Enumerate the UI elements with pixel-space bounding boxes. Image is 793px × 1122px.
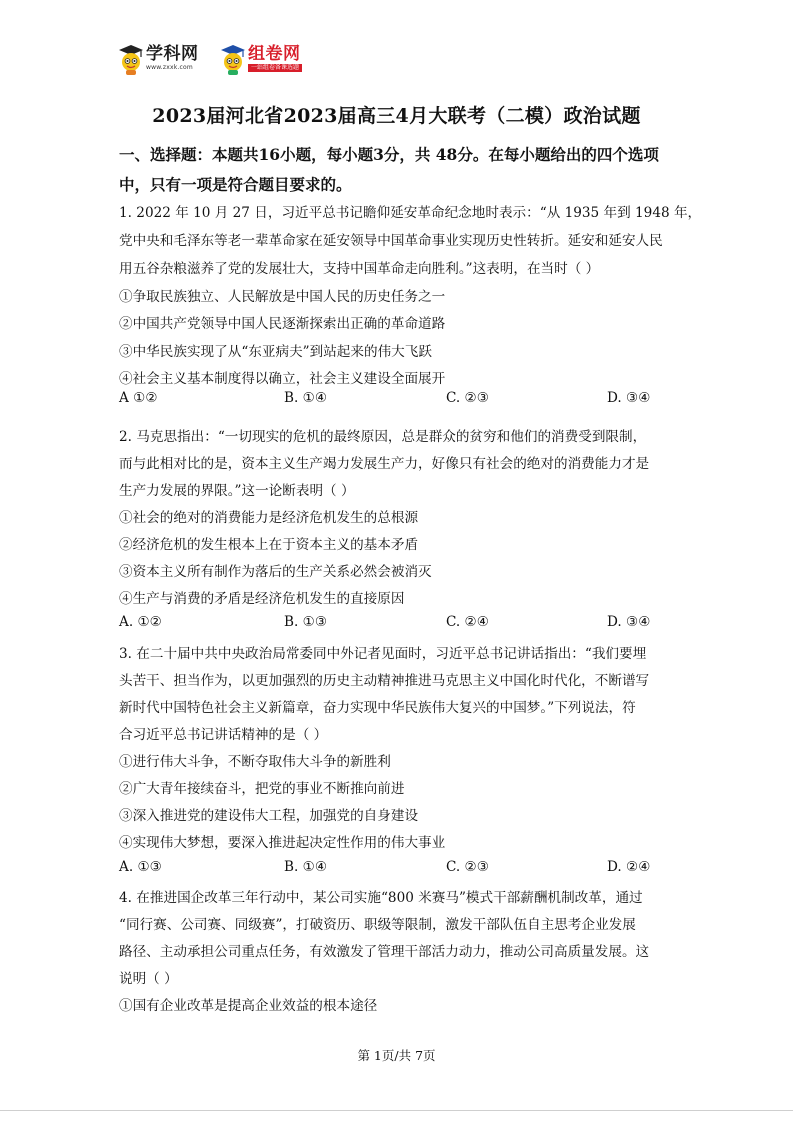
option-d: D. ②④ <box>607 859 651 875</box>
question-stem-line: 合习近平总书记讲话精神的是（ ） <box>119 727 328 743</box>
question-stem-line: 头苦干、担当作为，以更加强烈的历史主动精神推进马克思主义中国化时代化，不断谱写 <box>119 673 650 689</box>
section-heading: 一、选择题：本题共16小题，每小题3分，共 48分。在每小题给出的四个选项中，只有一项是符合题目要求的。 <box>119 145 659 194</box>
question-stem-line: 3. 在二十届中共中央政治局常委同中外记者见面时，习近平总书记讲话指出：“我们要埋 <box>119 646 647 662</box>
question-stem-line: 生产力发展的界限。”这一论断表明（ ） <box>119 483 355 499</box>
question-stem-line: 1. 2022 年 10 月 27 日，习近平总书记瞻仰延安革命纪念地时表示：“从 1935 年到 1948 年， <box>119 205 702 221</box>
zujuan-logo <box>220 44 302 76</box>
statement-item: ②广大青年接续奋斗，把党的事业不断推向前进 <box>119 781 405 797</box>
xkw-logo <box>118 44 199 76</box>
option-b: B. ①③ <box>284 614 328 630</box>
statement-item: ③资本主义所有制作为落后的生产关系必然会被消灭 <box>119 564 432 580</box>
statement-item: ③深入推进党的建设伟大工程，加强党的自身建设 <box>119 808 419 824</box>
question-stem-line: 2. 马克思指出：“一切现实的危机的最终原因，总是群众的贫穷和他们的消费受到限制， <box>119 429 647 445</box>
option-c: C. ②③ <box>446 859 489 875</box>
option-a: A. ①② <box>119 614 162 630</box>
question-stem-line: 4. 在推进国企改革三年行动中，某公司实施“800 米赛马”模式干部薪酬机制改革，通过 <box>119 890 643 906</box>
question-stem-line: “同行赛、公司赛、同级赛”，打破资历、职级等限制，激发干部队伍自主思考企业发展 <box>119 917 636 933</box>
xkw-logo-name: 学科网 <box>146 44 199 64</box>
statement-item: ④生产与消费的矛盾是经济危机发生的直接原因 <box>119 591 405 607</box>
option-a: A. ①③ <box>119 859 162 875</box>
option-a: A ①② <box>119 390 158 406</box>
exam-title: 2023届河北省2023届高三4月大联考（二模）政治试题 <box>152 105 641 127</box>
option-b: B. ①④ <box>284 390 328 406</box>
scholar-mascot-icon <box>118 44 144 76</box>
question-stem-line: 党中央和毛泽东等老一辈革命家在延安领导中国革命事业实现历史性转折。延安和延安人民 <box>119 233 663 249</box>
option-b: B. ①④ <box>284 859 328 875</box>
statement-item: ③中华民族实现了从“东亚病夫”到站起来的伟大飞跃 <box>119 344 432 360</box>
option-c: C. ②③ <box>446 390 489 406</box>
statement-item: ④社会主义基本制度得以确立，社会主义建设全面展开 <box>119 371 446 387</box>
option-d: D. ③④ <box>607 390 651 406</box>
zujuan-logo-slogan: 一站组卷备课选题 <box>248 64 302 72</box>
statement-item: ①争取民族独立、人民解放是中国人民的历史任务之一 <box>119 289 446 305</box>
option-c: C. ②④ <box>446 614 489 630</box>
question-stem-line: 路径、主动承担公司重点任务，有效激发了管理干部活力动力，推动公司高质量发展。这 <box>119 944 650 960</box>
question-stem-line: 新时代中国特色社会主义新篇章，奋力实现中华民族伟大复兴的中国梦。”下列说法，符 <box>119 700 636 716</box>
scholar-mascot-icon <box>220 44 246 76</box>
statement-item: ②经济危机的发生根本上在于资本主义的基本矛盾 <box>119 537 419 553</box>
statement-item: ④实现伟大梦想，要深入推进起决定性作用的伟大事业 <box>119 835 446 851</box>
question-stem-line: 说明（ ） <box>119 971 178 987</box>
option-d: D. ③④ <box>607 614 651 630</box>
statement-item: ①进行伟大斗争，不断夺取伟大斗争的新胜利 <box>119 754 391 770</box>
statement-item: ①社会的绝对的消费能力是经济危机发生的总根源 <box>119 510 419 526</box>
zujuan-logo-name: 组卷网 <box>248 44 301 64</box>
page-number: 第 1页/共 7页 <box>357 1048 436 1063</box>
xkw-logo-url: www.zxxk.com <box>146 64 193 71</box>
question-stem-line: 用五谷杂粮滋养了党的发展壮大，支持中国革命走向胜利。”这表明，在当时（ ） <box>119 261 600 277</box>
question-stem-line: 而与此相对比的是，资本主义生产竭力发展生产力，好像只有社会的绝对的消费能力才是 <box>119 456 650 472</box>
statement-item: ①国有企业改革是提高企业效益的根本途径 <box>119 998 378 1014</box>
page-divider <box>0 1110 793 1111</box>
statement-item: ②中国共产党领导中国人民逐渐探索出正确的革命道路 <box>119 316 446 332</box>
